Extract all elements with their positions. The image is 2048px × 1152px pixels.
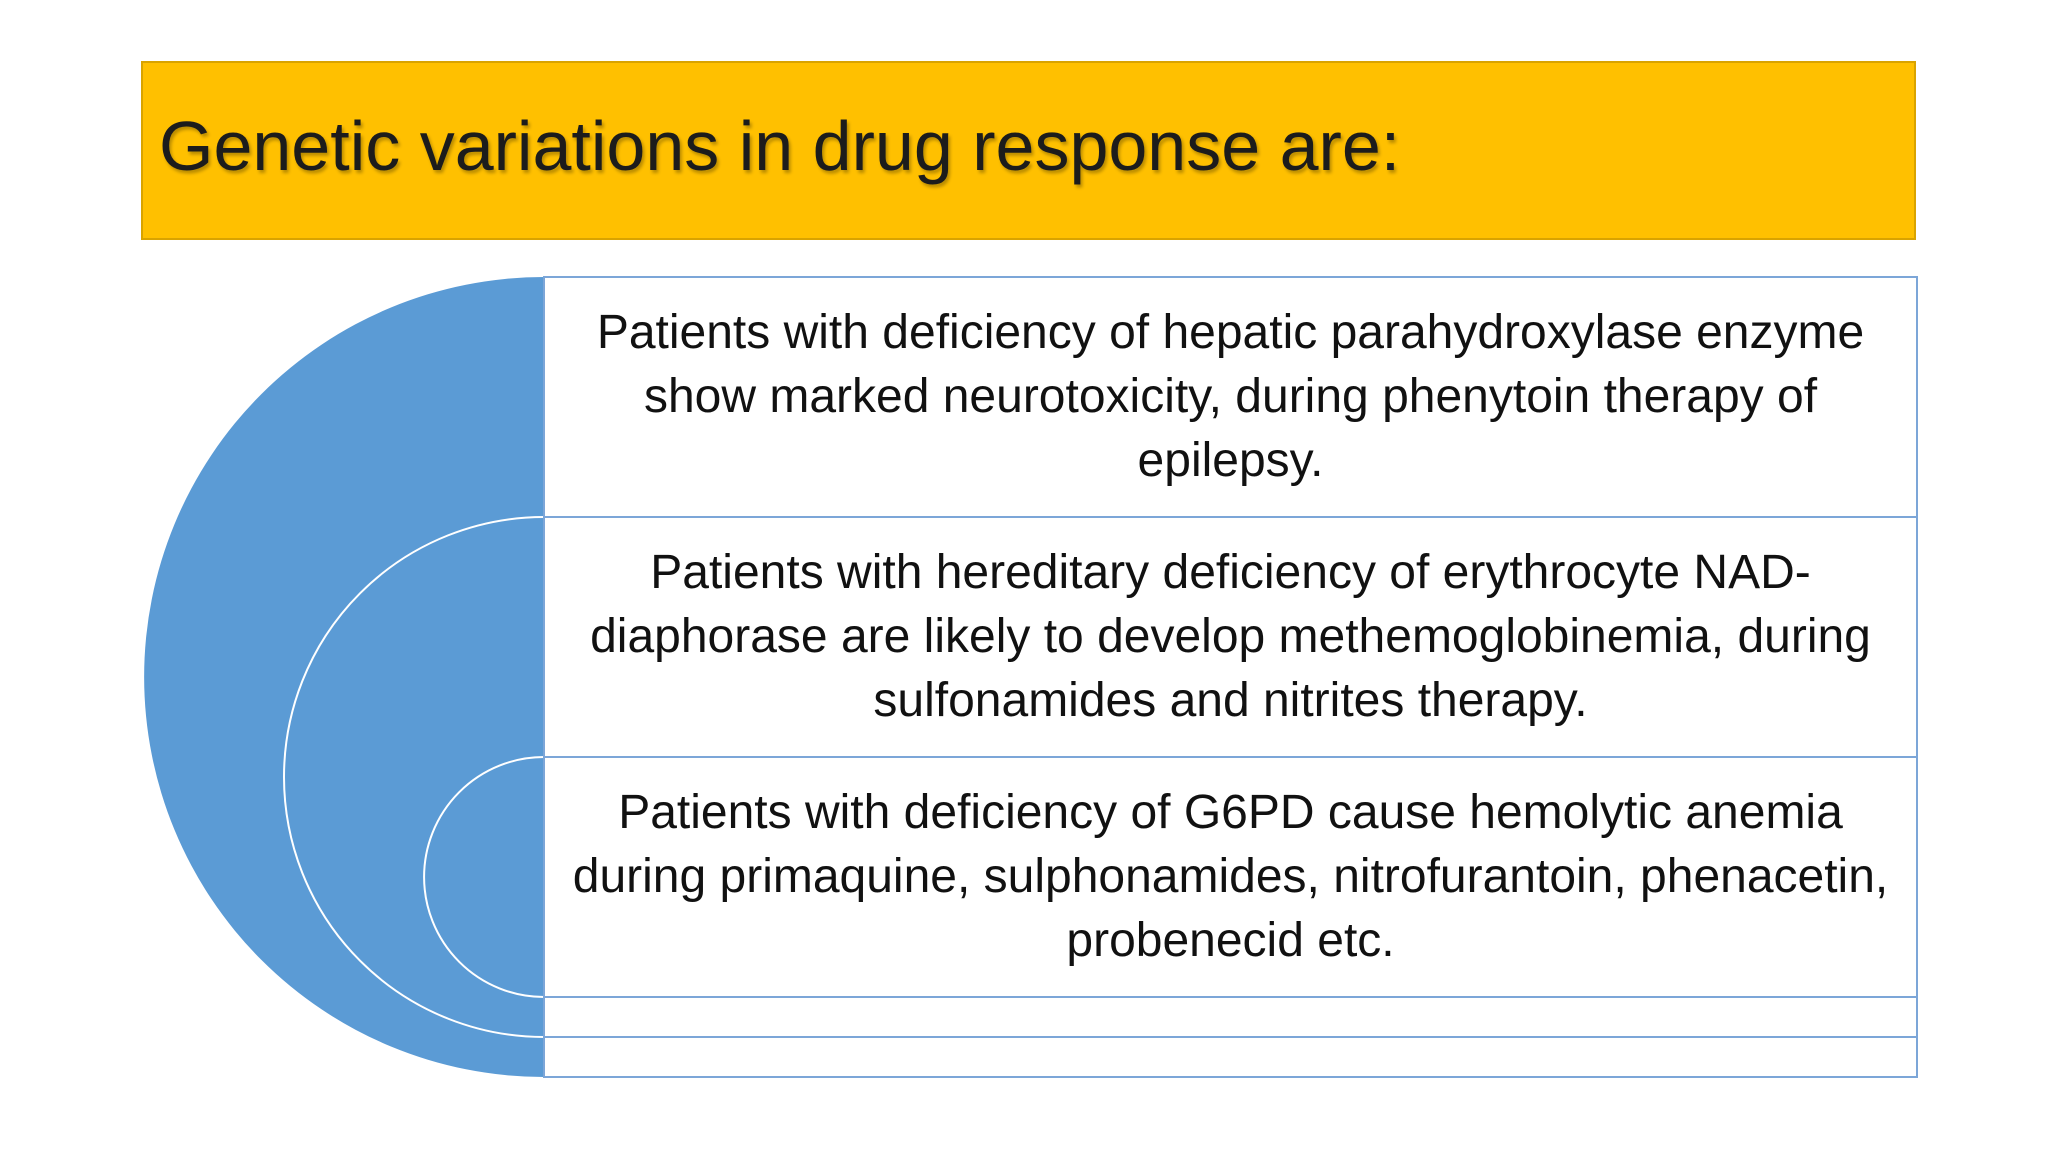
item-text-1: Patients with deficiency of hepatic parahydroxylase enzyme show marked neurotoxicity, during phenytoin therapy of epilepsy. — [596, 306, 1865, 487]
item-text-3: Patients with deficiency of G6PD cause hemolytic anemia during primaquine, sulphonamides, nitrofurantoin, phenacetin, probenecid etc. — [572, 786, 1889, 967]
item-text-2: Patients with hereditary deficiency of erythrocyte NAD-diaphorase are likely to develop methemoglobinemia, during sulfonamides and nitrites therapy. — [590, 546, 1871, 727]
spacer-box-1 — [544, 997, 1917, 1037]
outer-arc — [144, 277, 544, 1077]
spacer-box-2 — [544, 1037, 1917, 1077]
slide-title: Genetic variations in drug response are: — [159, 106, 1401, 185]
